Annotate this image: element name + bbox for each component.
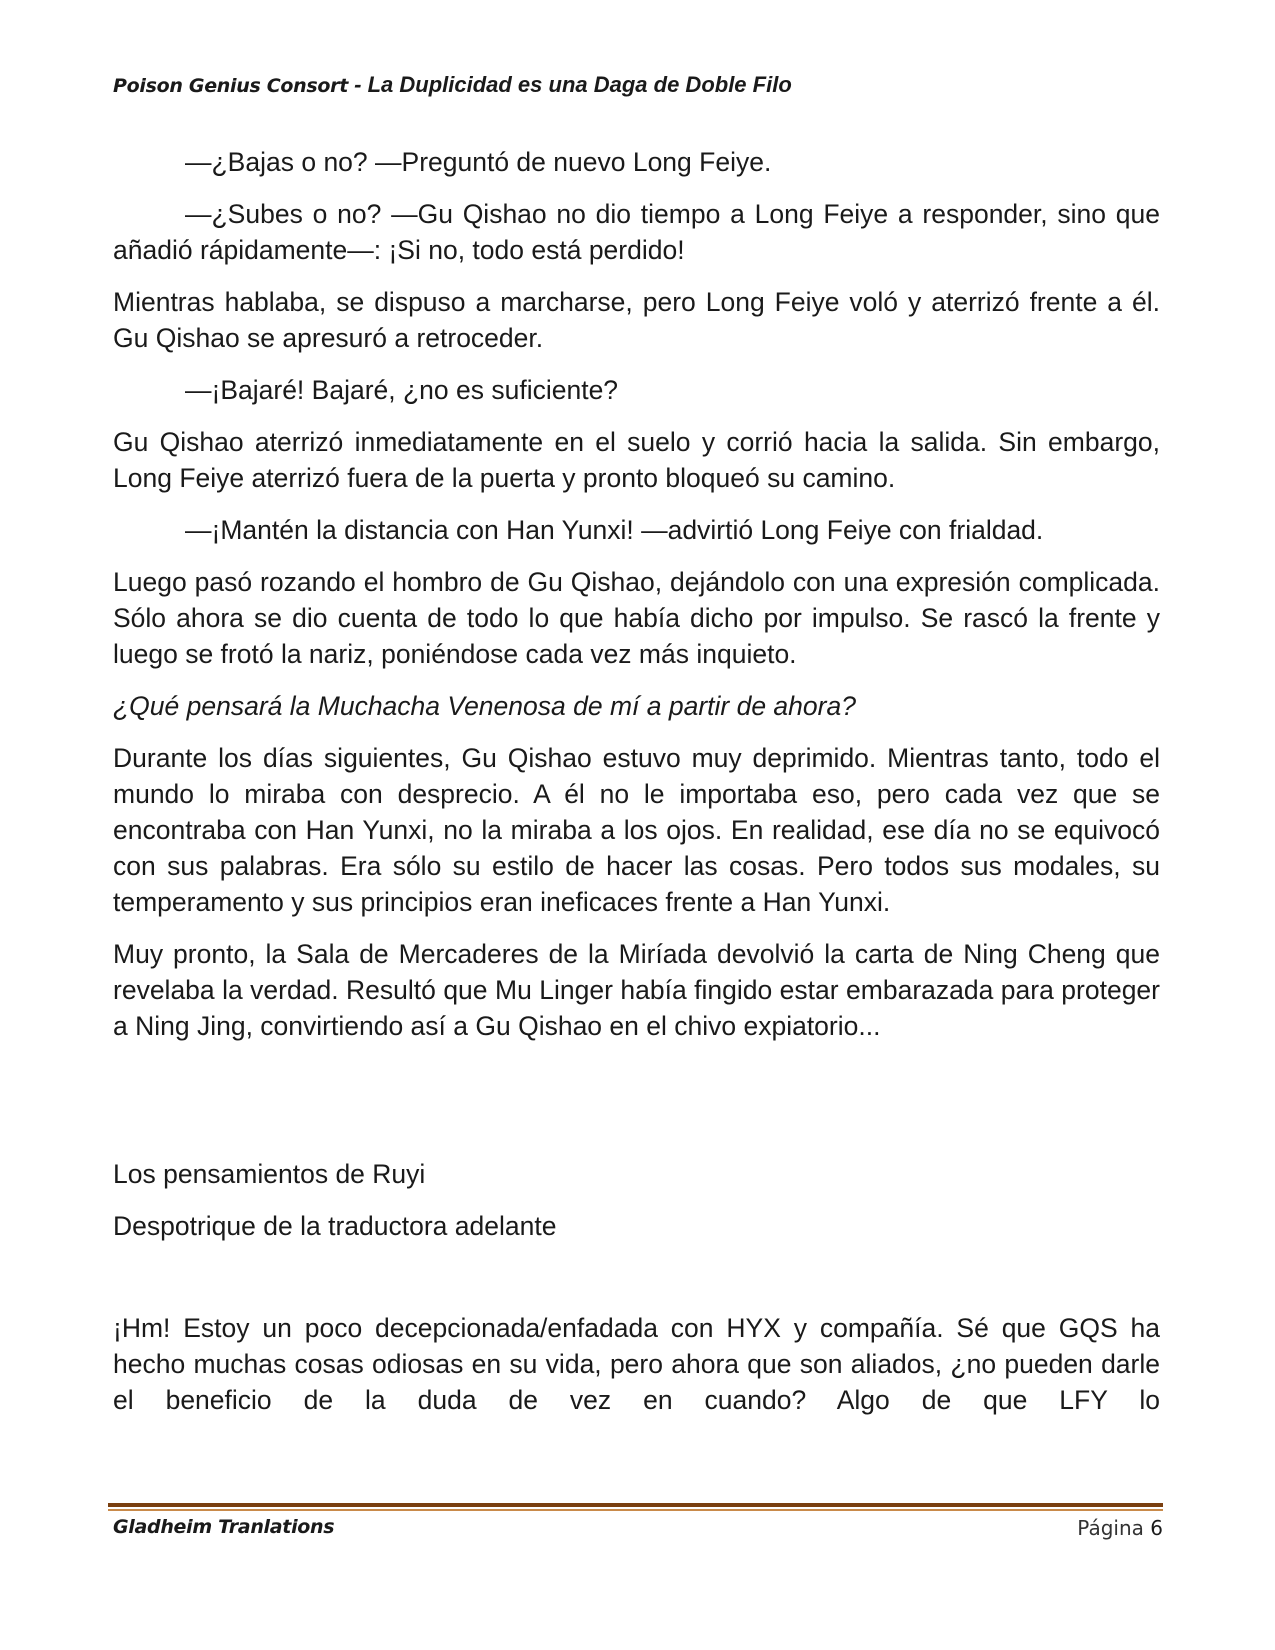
notes-subtitle: Despotrique de la traductora adelante bbox=[113, 1211, 557, 1241]
notes-text: ¡Hm! Estoy un poco decepcionada/enfadada con HYX y compañía. Sé que GQS ha hecho muchas cosas odiosas en su vida, pero ahora que son aliados, ¿no pueden darle el beneficio de la duda de vez en cuando? Algo de que LFY lo bbox=[113, 1313, 1160, 1415]
spacer bbox=[113, 1060, 1160, 1156]
page-number: 6 bbox=[1150, 1516, 1163, 1540]
footer-rule-light bbox=[108, 1509, 1163, 1511]
footer-translator: Gladheim Tranlations bbox=[113, 1516, 335, 1538]
page-label: Página bbox=[1077, 1516, 1144, 1540]
header-series-title: Poison Genius Consort bbox=[113, 75, 349, 97]
paragraph-10: Muy pronto, la Sala de Mercaderes de la Miríada devolvió la carta de Ning Cheng que revelaba la verdad. Resultó que Mu Linger había fingido estar embarazada para proteger a Ning Jing, convirtiendo así a Gu Qishao en el chivo expiatorio... bbox=[113, 939, 1160, 1041]
paragraph-3: Mientras hablaba, se dispuso a marcharse, pero Long Feiye voló y aterrizó frente a él. Gu Qishao se apresuró a retroceder. bbox=[113, 287, 1160, 353]
paragraph-2: —¿Subes o no? —Gu Qishao no dio tiempo a Long Feiye a responder, sino que añadió rápidamente—: ¡Si no, todo está perdido! bbox=[113, 199, 1160, 265]
notes-title: Los pensamientos de Ruyi bbox=[113, 1159, 426, 1189]
header-chapter-title: La Duplicidad es una Daga de Doble Filo bbox=[367, 72, 792, 97]
paragraph-8-thought: ¿Qué pensará la Muchacha Venenosa de mí a partir de ahora? bbox=[113, 691, 856, 721]
paragraph-1: —¿Bajas o no? —Preguntó de nuevo Long Feiye. bbox=[185, 147, 772, 177]
page-body bbox=[113, 144, 1160, 1434]
spacer bbox=[113, 1260, 1160, 1310]
paragraph-5: Gu Qishao aterrizó inmediatamente en el suelo y corrió hacia la salida. Sin embargo, Long Feiye aterrizó fuera de la puerta y pronto bloqueó su camino. bbox=[113, 427, 1160, 493]
paragraph-7: Luego pasó rozando el hombro de Gu Qishao, dejándolo con una expresión complicada. Sólo ahora se dio cuenta de todo lo que había dicho por impulso. Se rascó la frente y luego se frotó la nariz, poniéndose cada vez más inquieto. bbox=[113, 567, 1160, 669]
paragraph-6: —¡Mantén la distancia con Han Yunxi! —advirtió Long Feiye con frialdad. bbox=[185, 515, 1044, 545]
footer-rule-dark bbox=[108, 1503, 1163, 1507]
footer-page-indicator bbox=[1077, 1516, 1163, 1540]
header-separator: - bbox=[348, 72, 368, 97]
paragraph-4: —¡Bajaré! Bajaré, ¿no es suficiente? bbox=[185, 375, 619, 405]
paragraph-9: Durante los días siguientes, Gu Qishao estuvo muy deprimido. Mientras tanto, todo el mundo lo miraba con desprecio. A él no le importaba eso, pero cada vez que se encontraba con Han Yunxi, no la miraba a los ojos. En realidad, ese día no se equivocó con sus palabras. Era sólo su estilo de hacer las cosas. Pero todos sus modales, su temperamento y sus principios eran ineficaces frente a Han Yunxi. bbox=[113, 743, 1160, 917]
page-header bbox=[113, 72, 1163, 98]
